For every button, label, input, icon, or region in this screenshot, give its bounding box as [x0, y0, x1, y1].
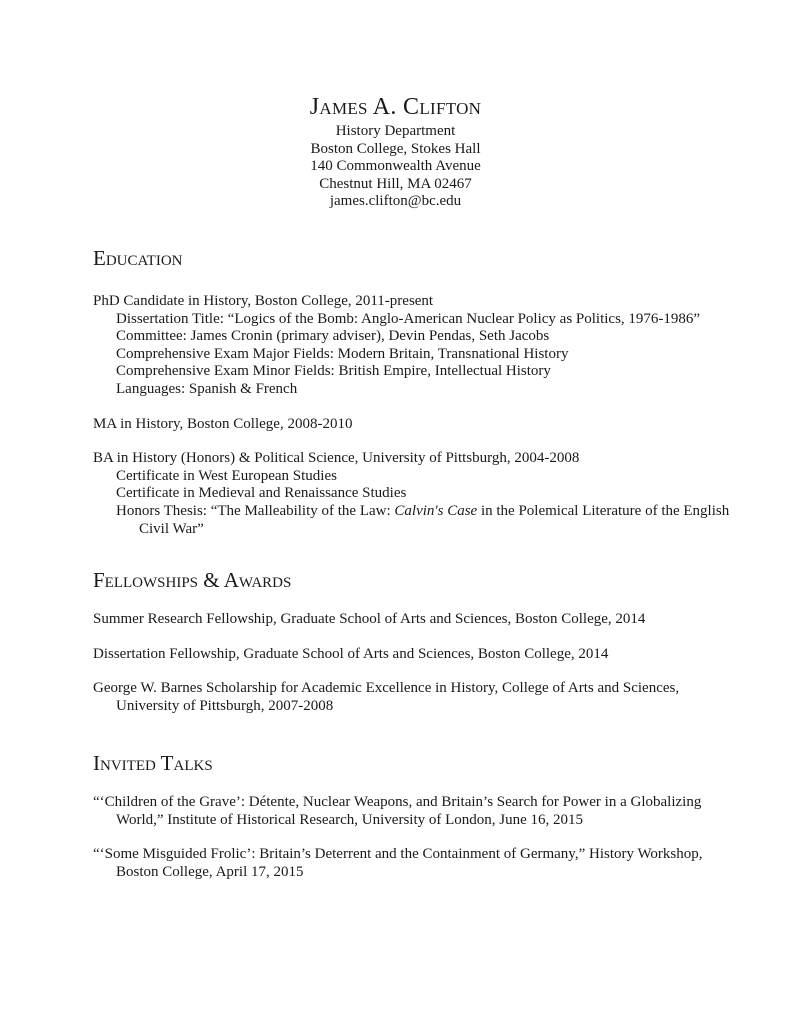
- certificate-line-1: Certificate in West European Studies: [116, 467, 337, 484]
- minor-fields-line: Comprehensive Exam Minor Fields: British Empire, Intellectual History: [116, 363, 551, 380]
- phd-line: PhD Candidate in History, Boston College, 2011-present: [93, 293, 434, 309]
- thesis-suffix: in the Polemical Literature of the English Civil War”: [139, 502, 730, 537]
- thesis-prefix: Honors Thesis: “The Malleability of the Law:: [116, 502, 395, 519]
- fellowship-item: Dissertation Fellowship, Graduate School of Arts and Sciences, Boston College, 2014: [93, 645, 609, 662]
- fellowships-section: [93, 567, 733, 715]
- talk-item: “‘Children of the Grave’: Détente, Nuclear Weapons, and Britain’s Search for Power in a Globalizing World,” Institute of Historical Research, University of London, June 16, 2015: [93, 794, 702, 828]
- talks-section: [93, 750, 733, 881]
- street-line: 140 Commonwealth Avenue: [310, 158, 481, 175]
- city-line: Chestnut Hill, MA 02467: [319, 175, 472, 192]
- institution-line: Boston College, Stokes Hall: [310, 140, 481, 157]
- languages-line: Languages: Spanish & French: [116, 380, 298, 397]
- committee-line: Committee: James Cronin (primary adviser), Devin Pendas, Seth Jacobs: [116, 328, 550, 345]
- fellowships-heading: Fellowships & Awards: [93, 568, 292, 592]
- thesis-italic-title: Calvin's Case: [394, 502, 478, 519]
- ma-line: MA in History, Boston College, 2008-2010: [93, 415, 353, 432]
- ba-line: BA in History (Honors) & Political Science, University of Pittsburgh, 2004-2008: [93, 450, 580, 467]
- certificate-line-2: Certificate in Medieval and Renaissance Studies: [116, 485, 407, 502]
- education-heading: Education: [93, 246, 183, 270]
- cv-name: James A. Clifton: [309, 94, 482, 120]
- department-line: History Department: [335, 123, 456, 139]
- fellowship-item: Summer Research Fellowship, Graduate School of Arts and Sciences, Boston College, 2014: [93, 611, 646, 627]
- dissertation-line: Dissertation Title: “Logics of the Bomb: Anglo-American Nuclear Policy as Politics, 1976-1986”: [116, 310, 701, 327]
- talk-item: “‘Some Misguided Frolic’: Britain’s Deterrent and the Containment of Germany,” History Workshop, Boston College, April 17, 2015: [93, 846, 703, 880]
- email-line: james.clifton@bc.edu: [329, 193, 462, 210]
- fellowship-item: George W. Barnes Scholarship for Academic Excellence in History, College of Arts and Sciences, University of Pittsburgh, 2007-2008: [93, 680, 680, 714]
- major-fields-line: Comprehensive Exam Major Fields: Modern Britain, Transnational History: [116, 345, 569, 362]
- education-section: [93, 245, 733, 538]
- talks-heading: Invited Talks: [93, 751, 213, 775]
- cv-header: [0, 92, 791, 211]
- honors-thesis-line: [93, 503, 733, 538]
